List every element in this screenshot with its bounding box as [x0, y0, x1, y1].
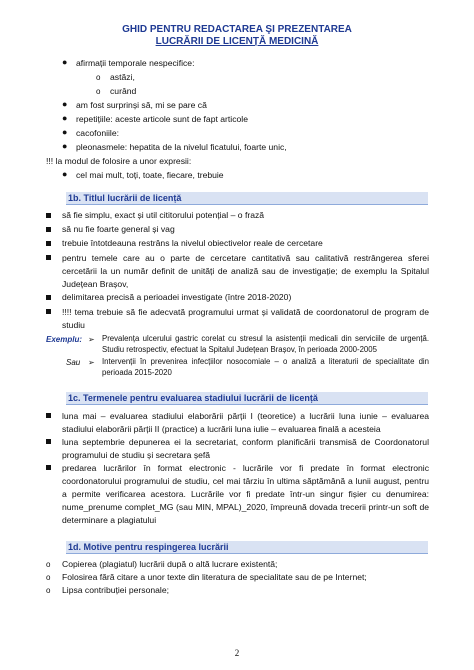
- section-1b-item: să fie simplu, exact și util cititorului potențial – o frază: [62, 210, 265, 220]
- section-1c-item-evaluare: luna mai – evaluarea stadiului elaborării părții I (teoretice) a lucrării luna iunie – evaluarea stadiului elaborării părții II (practice) a lucrării luna iulie – evaluarea finală a acesteia: [62, 411, 429, 434]
- document-header-line2: LUCRĂRII DE LICENȚĂ MEDICINĂ: [155, 36, 319, 47]
- bullet-square-icon: [46, 241, 51, 246]
- arrow-bullet-icon: ➢: [88, 335, 95, 344]
- section-1b-item-perioada: delimitarea precisă a perioadei investigate (între 2018-2020): [62, 292, 292, 302]
- arrow-bullet-icon: ➢: [88, 358, 95, 367]
- section-1c-item-septembrie: luna septembrie depunerea ei la secretariat, conform planificării transmisă de Coordonatorul programului de studiu și secretara șefă: [62, 437, 429, 460]
- list-note-modul: !!! la modul de folosire a unor expresii:: [46, 156, 192, 166]
- list-item-afirmatii: afirmații temporale nespecifice:: [76, 58, 195, 68]
- page-number: 2: [234, 648, 240, 658]
- list-subitem-astazi: astăzi,: [110, 72, 135, 82]
- bullet-square-icon: [46, 439, 51, 444]
- bullet-dot-icon: ●: [62, 113, 68, 123]
- section-1b-item-tema: !!!! tema trebuie să fie adecvată programului urmat și validată de coordonatorul de program de studiu: [62, 307, 429, 330]
- bullet-dot-icon: ●: [62, 57, 68, 67]
- section-1d-item: Copierea (plagiatul) lucrării după o altă lucrare existentă;: [62, 559, 278, 569]
- bullet-circle-icon: o: [96, 87, 101, 96]
- bullet-dot-icon: ●: [62, 127, 68, 137]
- bullet-square-icon: [46, 295, 51, 300]
- bullet-square-icon: [46, 465, 51, 470]
- document-header-line1: GHID PENTRU REDACTAREA ŞI PREZENTAREA: [122, 24, 352, 35]
- bullet-dot-icon: ●: [62, 141, 68, 151]
- bullet-dot-icon: ●: [62, 169, 68, 179]
- section-1b-item: trebuie întotdeauna restrâns la nivelul obiectivelor reale de cercetare: [62, 238, 323, 248]
- list-item-repetitiile: repetițiile: aceste articole sunt de fapt articole: [76, 114, 248, 124]
- sau-label: Sau: [66, 358, 81, 367]
- section-heading-1b: 1b. Titlul lucrării de licență: [66, 192, 428, 205]
- example-1-text: Prevalența ulcerului gastric corelat cu stresul la asistenții medicali din serviciile de urgență. Studiu retrospectiv, efectuat la Spitalul Județean Brașov, în perioada 2000-2005: [102, 334, 429, 354]
- bullet-circle-icon: o: [46, 560, 51, 569]
- section-1b-item: să nu fie foarte general și vag: [62, 224, 175, 234]
- section-1c-item-predarea: predarea lucrărilor în format electronic - lucrările vor fi predate în format electronic coordonatorului programului de studiu, cel mai târziu în ultima săptămână a lunii august, pentru a permite verificarea acestora. Lucrările vor fi predate într-un singur fișier cu denumirea: nume_prenume complet_MG (sau MIN, MPAL)_2020, împreună dovada trecerii printr-un soft de determinare a plagiatului: [62, 463, 429, 525]
- list-item-cacofoniile: cacofoniile:: [76, 128, 119, 138]
- section-1d-item: Lipsa contribuției personale;: [62, 585, 170, 595]
- section-heading-1c: 1c. Termenele pentru evaluarea stadiului lucrării de licență: [66, 392, 428, 405]
- section-1d-item: Folosirea fără citare a unor texte din literatura de specialitate sau de pe Internet;: [62, 572, 367, 582]
- example-2-text: Intervenții în prevenirea infecțiilor nosocomiale – o analiză a literaturii de specialitate din perioada 2015-2020: [102, 357, 429, 377]
- bullet-circle-icon: o: [46, 573, 51, 582]
- bullet-dot-icon: ●: [62, 99, 68, 109]
- bullet-square-icon: [46, 213, 51, 218]
- bullet-square-icon: [46, 227, 51, 232]
- list-item-pleonasmele: pleonasmele: hepatita de la nivelul ficatului, foarte unic,: [76, 142, 287, 152]
- bullet-square-icon: [46, 309, 51, 314]
- section-heading-1d: 1d. Motive pentru respingerea lucrării: [66, 541, 428, 554]
- bullet-circle-icon: o: [46, 586, 51, 595]
- bullet-circle-icon: o: [96, 73, 101, 82]
- list-item-cel-mai: cel mai mult, toți, toate, fiecare, trebuie: [76, 170, 224, 180]
- section-1b-item-cercetare: pentru temele care au o parte de cercetare cantitativă sau calitativă restrângerea sferei cercetării la un număr definit de unități de analiză sau de investigație; de exemplu la Spitalul Județean Brașov,: [62, 253, 429, 289]
- bullet-square-icon: [46, 413, 51, 418]
- example-label: Exemplu:: [46, 335, 83, 344]
- list-item-surprinsi: am fost surprinși să, mi se pare că: [76, 100, 207, 110]
- list-subitem-curand: curând: [110, 86, 137, 96]
- bullet-square-icon: [46, 255, 51, 260]
